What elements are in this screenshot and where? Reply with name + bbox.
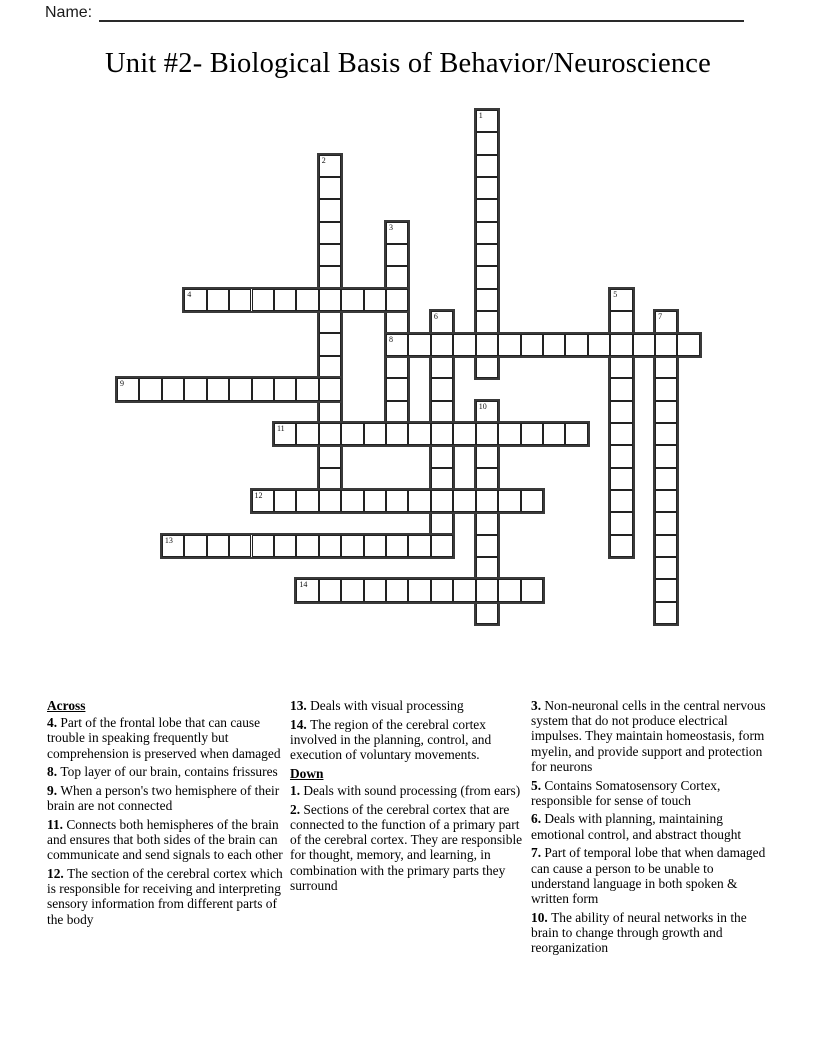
crossword-cell[interactable] (386, 378, 408, 400)
crossword-cell[interactable] (341, 535, 363, 557)
word-4-across (182, 287, 410, 313)
clue-13: 13. Deals with visual processing (290, 698, 464, 713)
crossword-cell[interactable] (476, 155, 498, 177)
crossword-cell[interactable] (655, 535, 677, 557)
crossword-cell[interactable] (655, 423, 677, 445)
clue-4: 4. Part of the frontal lobe that can cause trouble in speaking frequently but comprehension is preserved when damaged (47, 715, 281, 761)
word-2-down (317, 153, 343, 515)
grid-number-12: 12 (254, 490, 263, 500)
crossword-cell[interactable] (319, 468, 341, 490)
clue-9: 9. When a person's two hemisphere of their brain are not connected (47, 783, 280, 814)
grid-number-5: 5 (613, 289, 618, 299)
crossword-cell[interactable] (610, 490, 632, 512)
crossword-cell[interactable] (296, 423, 318, 445)
crossword-cell[interactable] (229, 535, 251, 557)
grid-number-10: 10 (478, 401, 487, 411)
crossword-cell[interactable] (476, 334, 498, 356)
clue-5: 5. Contains Somatosensory Cortex, responsible for sense of touch (531, 777, 721, 808)
crossword-cell[interactable] (521, 490, 543, 512)
crossword-cell[interactable] (319, 266, 341, 288)
crossword-cell[interactable] (453, 423, 475, 445)
crossword-cell[interactable] (319, 401, 341, 423)
crossword-cell[interactable] (677, 334, 699, 356)
crossword-cell[interactable] (319, 244, 341, 266)
crossword-cell[interactable] (633, 334, 655, 356)
crossword-cell[interactable] (431, 535, 453, 557)
crossword-cell[interactable] (476, 423, 498, 445)
clue-number: 11. (47, 816, 67, 832)
crossword-cell[interactable] (341, 289, 363, 311)
crossword-cell[interactable] (498, 579, 520, 601)
crossword-cell[interactable] (543, 423, 565, 445)
grid-number-3: 3 (389, 222, 394, 232)
crossword-cell[interactable] (386, 535, 408, 557)
crossword-cell[interactable] (341, 423, 363, 445)
clue-number: 12. (47, 866, 68, 882)
grid-number-9: 9 (120, 379, 124, 389)
crossword-cell[interactable] (655, 579, 677, 601)
crossword-cell[interactable] (386, 311, 408, 333)
crossword-cell[interactable] (610, 535, 632, 557)
crossword-cell[interactable] (386, 490, 408, 512)
page-title: Unit #2- Biological Basis of Behavior/Neuroscience (105, 48, 711, 79)
crossword-cell[interactable] (184, 378, 206, 400)
crossword-cell[interactable] (319, 333, 341, 355)
word-12-across (250, 488, 545, 514)
clue-number: 3. (531, 698, 545, 713)
crossword-cell[interactable] (521, 579, 543, 601)
crossword-cell[interactable] (476, 445, 498, 467)
crossword-cell[interactable] (386, 244, 408, 266)
crossword-cell[interactable] (296, 289, 318, 311)
clue-section-label-across: Across (47, 698, 86, 713)
grid-number-14: 14 (299, 580, 308, 590)
crossword-cell[interactable] (319, 490, 341, 512)
crossword-cell[interactable] (296, 535, 318, 557)
grid-number-4: 4 (187, 289, 192, 299)
crossword-cell[interactable] (610, 356, 632, 378)
crossword-cell[interactable] (319, 535, 341, 557)
crossword-cell[interactable] (319, 423, 341, 445)
clue-7: 7. Part of temporal lobe that when damaged can cause a person to be unable to understand language in both spoken & written form (531, 845, 766, 906)
crossword-cell[interactable] (655, 378, 677, 400)
crossword-cell[interactable] (453, 490, 475, 512)
crossword-cell[interactable] (610, 334, 632, 356)
name-label: Name: (45, 4, 93, 21)
clue-number: 5. (531, 777, 545, 793)
clue-14: 14. The region of the cerebral cortex involved in the planning, control, and execution of voluntary movements. (290, 716, 492, 763)
crossword-cell[interactable] (610, 445, 632, 467)
crossword-cell[interactable] (476, 535, 498, 557)
crossword-cell[interactable] (341, 490, 363, 512)
crossword-cell[interactable] (476, 356, 498, 378)
crossword-cell[interactable] (386, 423, 408, 445)
crossword-cell[interactable] (274, 378, 296, 400)
crossword-cell[interactable] (229, 378, 251, 400)
crossword-cell[interactable] (610, 378, 632, 400)
clue-number: 6. (531, 811, 545, 827)
clue-6: 6. Deals with planning, maintaining emotional control, and abstract thought (531, 811, 742, 842)
crossword-cell[interactable] (431, 356, 453, 378)
clue-column-2 (290, 698, 530, 896)
crossword-cell[interactable] (408, 423, 430, 445)
clue-column-3 (531, 698, 774, 959)
clue-section-label-down: Down (290, 765, 324, 781)
clue-2: 2. Sections of the cerebral cortex that are connected to the function of a primary part of the cerebral cortex. They are responsible for thought, memory, and learning, in combination with the primary parts they surround (290, 801, 523, 893)
crossword-cell[interactable] (319, 445, 341, 467)
clue-number: 2. (290, 801, 304, 817)
crossword-cell[interactable] (431, 490, 453, 512)
crossword-cell[interactable] (431, 445, 453, 467)
crossword-cell[interactable] (319, 579, 341, 601)
grid-number-1: 1 (478, 111, 483, 120)
crossword-cell[interactable] (610, 512, 632, 534)
crossword-cell[interactable] (655, 468, 677, 490)
word-14-across (294, 577, 545, 603)
crossword-cell[interactable] (207, 535, 229, 557)
crossword-cell[interactable] (476, 579, 498, 601)
word-9-across (115, 376, 343, 402)
crossword-cell[interactable] (476, 289, 498, 311)
crossword-cell[interactable] (319, 199, 341, 221)
crossword-cell[interactable] (274, 289, 296, 311)
word-5-down (608, 287, 634, 559)
crossword-cell[interactable] (319, 378, 341, 400)
grid-number-8: 8 (389, 334, 394, 344)
clue-number: 10. (531, 909, 552, 925)
crossword-cell[interactable] (476, 244, 498, 266)
crossword-cell[interactable] (521, 334, 543, 356)
word-13-across (160, 533, 455, 559)
crossword-cell[interactable] (207, 289, 229, 311)
crossword-cell[interactable] (655, 557, 677, 579)
crossword-cell[interactable] (252, 289, 274, 311)
crossword-cell[interactable] (543, 334, 565, 356)
crossword-cell[interactable] (207, 378, 229, 400)
crossword-cell[interactable] (408, 334, 430, 356)
crossword-cell[interactable] (364, 579, 386, 601)
crossword-cell[interactable] (476, 132, 498, 154)
crossword-cell[interactable] (655, 445, 677, 467)
clue-number: 7. (531, 845, 545, 861)
clue-number: 4. (47, 715, 61, 731)
crossword-cell[interactable] (655, 602, 677, 624)
crossword-cell[interactable] (319, 177, 341, 199)
crossword-cell[interactable] (655, 334, 677, 356)
crossword-cell[interactable] (476, 199, 498, 221)
crossword-cell[interactable] (521, 423, 543, 445)
crossword-cell[interactable] (319, 222, 341, 244)
crossword-cell[interactable] (476, 266, 498, 288)
crossword-cell[interactable] (408, 535, 430, 557)
clue-12: 12. The section of the cerebral cortex which is responsible for receiving and interpreting sensory information from different parts of the body (47, 866, 283, 927)
clue-number: 13. (290, 698, 311, 713)
crossword-cell[interactable] (498, 490, 520, 512)
crossword-cell[interactable] (431, 378, 453, 400)
crossword-cell[interactable] (655, 401, 677, 423)
clue-column-1 (47, 698, 285, 930)
crossword-cell[interactable] (476, 512, 498, 534)
crossword-cell[interactable] (364, 423, 386, 445)
crossword-cell[interactable] (274, 490, 296, 512)
grid-number-13: 13 (164, 535, 173, 545)
crossword-cell[interactable] (498, 423, 520, 445)
crossword-cell[interactable] (386, 289, 408, 311)
crossword-cell[interactable] (252, 378, 274, 400)
crossword-cell[interactable] (588, 334, 610, 356)
crossword-cell[interactable] (408, 579, 430, 601)
crossword-cell[interactable] (453, 334, 475, 356)
crossword-cell[interactable] (431, 423, 453, 445)
crossword-cell[interactable] (431, 334, 453, 356)
crossword-cell[interactable] (431, 468, 453, 490)
crossword-cell[interactable] (386, 356, 408, 378)
crossword-cell[interactable] (498, 334, 520, 356)
crossword-cell[interactable] (162, 378, 184, 400)
crossword-cell[interactable] (655, 356, 677, 378)
crossword-cell[interactable] (296, 490, 318, 512)
crossword-cell[interactable] (341, 579, 363, 601)
crossword-cell[interactable] (364, 490, 386, 512)
crossword-cell[interactable] (431, 512, 453, 534)
crossword-cell[interactable] (386, 579, 408, 601)
crossword-cell[interactable] (476, 468, 498, 490)
crossword-cell[interactable] (565, 423, 587, 445)
clue-8: 8. Top layer of our brain, contains frissures (47, 764, 278, 780)
crossword-cell[interactable] (319, 289, 341, 311)
crossword-cell[interactable] (184, 535, 206, 557)
crossword-cell[interactable] (252, 535, 274, 557)
grid-number-2: 2 (321, 155, 326, 165)
crossword-cell[interactable] (364, 535, 386, 557)
crossword-cell[interactable] (610, 401, 632, 423)
crossword-cell[interactable] (610, 311, 632, 333)
crossword-cell[interactable] (431, 579, 453, 601)
crossword-cell[interactable] (476, 490, 498, 512)
crossword-cell[interactable] (229, 289, 251, 311)
crossword-cell[interactable] (296, 378, 318, 400)
word-8-across (384, 332, 702, 358)
crossword-cell[interactable] (408, 490, 430, 512)
clue-10: 10. The ability of neural networks in the brain to change through growth and reorganization (531, 909, 747, 956)
clue-number: 9. (47, 783, 61, 799)
crossword-cell[interactable] (610, 423, 632, 445)
clue-number: 14. (290, 716, 311, 732)
crossword-cell[interactable] (476, 222, 498, 244)
clue-11: 11. Connects both hemispheres of the brain and ensures that both sides of the brain can communicate and send signals to each other (47, 816, 283, 863)
crossword-cell[interactable] (319, 356, 341, 378)
clue-1: 1. Deals with sound processing (from ears) (290, 783, 521, 799)
crossword-cell[interactable] (386, 401, 408, 423)
crossword-cell[interactable] (319, 311, 341, 333)
crossword-cell[interactable] (364, 289, 386, 311)
crossword-cell[interactable] (274, 535, 296, 557)
crossword-cell[interactable] (431, 401, 453, 423)
grid-number-6: 6 (433, 312, 438, 322)
crossword-cell[interactable] (476, 177, 498, 199)
crossword-cell[interactable] (476, 557, 498, 579)
clue-number: 1. (290, 783, 304, 799)
grid-number-11: 11 (276, 423, 285, 433)
crossword-cell[interactable] (139, 378, 161, 400)
crossword-cell[interactable] (565, 334, 587, 356)
crossword-cell[interactable] (476, 311, 498, 333)
word-11-across (272, 421, 590, 447)
crossword-cell[interactable] (610, 468, 632, 490)
grid-number-7: 7 (658, 312, 663, 322)
crossword-cell[interactable] (453, 579, 475, 601)
crossword-cell[interactable] (655, 490, 677, 512)
crossword-cell[interactable] (386, 266, 408, 288)
crossword-cell[interactable] (476, 602, 498, 624)
clue-number: 8. (47, 764, 61, 780)
clue-3: 3. Non-neuronal cells in the central nervous system that do not produce electrical impulses. They maintain homeostasis, form myelin, and provide support and protection for neurons (531, 698, 766, 774)
crossword-cell[interactable] (655, 512, 677, 534)
